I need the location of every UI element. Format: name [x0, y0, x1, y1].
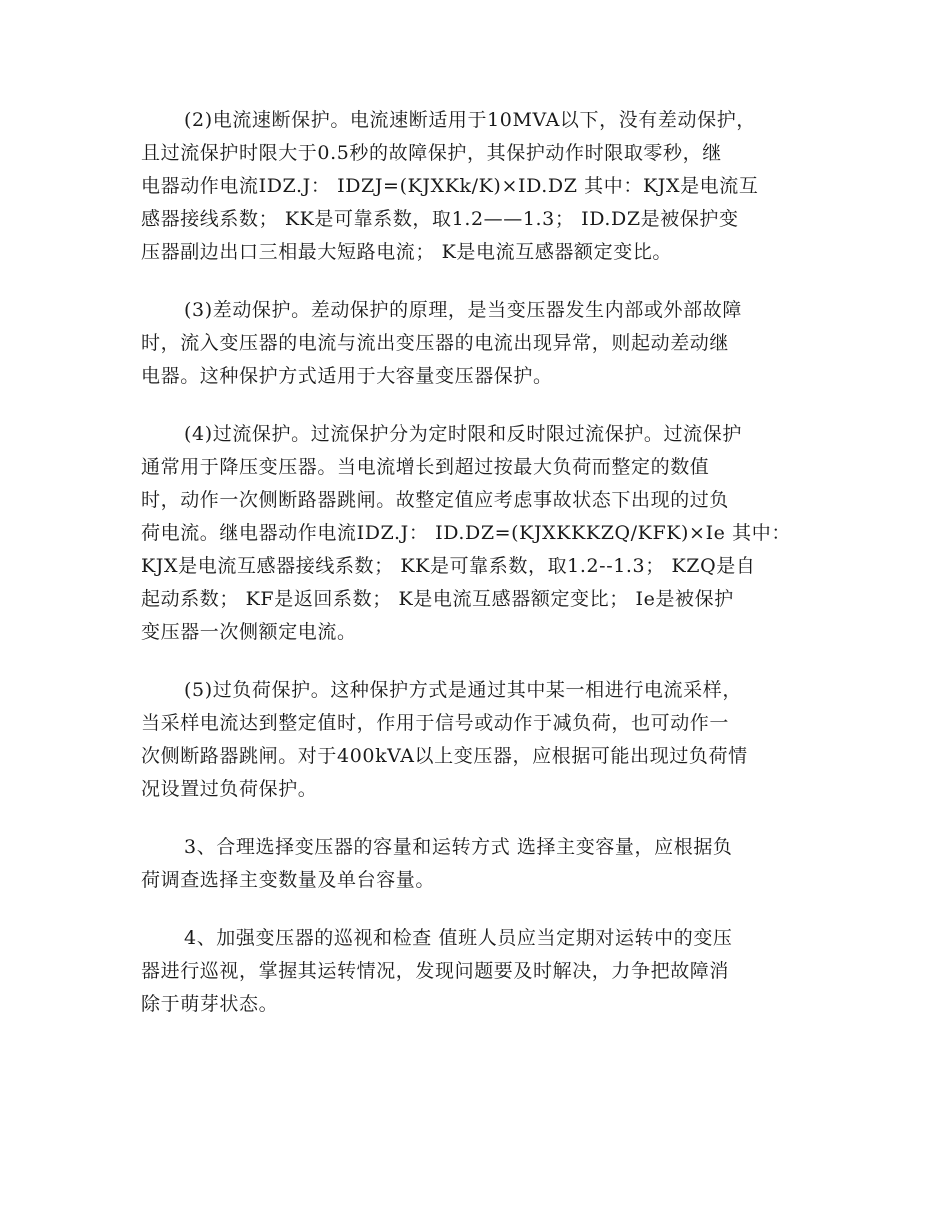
text-line: 变压器一次侧额定电流。 — [141, 621, 357, 643]
text-line: 次侧断路器跳闸。对于400kVA以上变压器，应根据可能出现过负荷情 — [141, 745, 748, 767]
text-line: (4)过流保护。过流保护分为定时限和反时限过流保护。过流保护 — [184, 423, 742, 445]
text-line: 荷调查选择主变数量及单台容量。 — [141, 869, 436, 891]
paragraph-overcurrent-protection — [141, 418, 813, 649]
paragraph-differential-protection — [141, 294, 813, 393]
text-line: 器进行巡视，掌握其运转情况，发现问题要及时解决，力争把故障消 — [141, 960, 730, 982]
text-line: 时，流入变压器的电流与流出变压器的电流出现异常，则起动差动继 — [141, 332, 730, 354]
paragraph-capacity-selection — [141, 831, 813, 897]
text-line: 压器副边出口三相最大短路电流； K是电流互感器额定变比。 — [141, 241, 673, 263]
paragraph-inspection — [141, 922, 813, 1021]
text-line: KJX是电流互感器接线系数； KK是可靠系数，取1.2--1.3； KZQ是自 — [141, 555, 756, 577]
text-line: (2)电流速断保护。电流速断适用于10MVA以下，没有差动保护， — [184, 109, 756, 131]
text-line: 当采样电流达到整定值时，作用于信号或动作于减负荷，也可动作一 — [141, 712, 730, 734]
text-line: 通常用于降压变压器。当电流增长到超过按最大负荷而整定的数值 — [141, 456, 710, 478]
text-line: 4、加强变压器的巡视和检查 值班人员应当定期对运转中的变压 — [184, 927, 733, 949]
text-line: 起动系数； KF是返回系数； K是电流互感器额定变比； Ie是被保护 — [141, 588, 734, 610]
text-line: 电器动作电流IDZ.J： IDZJ=(KJXKk/K)×ID.DZ 其中：KJX是电流互 — [141, 175, 759, 197]
text-line: 且过流保护时限大于0.5秒的故障保护，其保护动作时限取零秒，继 — [141, 142, 722, 164]
text-line: (5)过负荷保护。这种保护方式是通过其中某一相进行电流采样， — [184, 679, 742, 701]
text-line: 感器接线系数； KK是可靠系数，取1.2——1.3； ID.DZ是被保护变 — [141, 208, 739, 230]
text-line: 3、合理选择变压器的容量和运转方式 选择主变容量，应根据负 — [184, 836, 733, 858]
text-line: 时，动作一次侧断路器跳闸。故整定值应考虑事故状态下出现的过负 — [141, 489, 730, 511]
paragraph-current-quick-break-protection — [141, 104, 813, 269]
document-page — [141, 104, 813, 1046]
text-line: (3)差动保护。差动保护的原理，是当变压器发生内部或外部故障 — [184, 299, 742, 321]
paragraph-overload-protection — [141, 674, 813, 806]
text-line: 况设置过负荷保护。 — [141, 778, 318, 800]
text-line: 除于萌芽状态。 — [141, 993, 279, 1015]
text-line: 荷电流。继电器动作电流IDZ.J： ID.DZ=(KJXKKKZQ/KFK)×Ie 其中： — [141, 522, 791, 544]
text-line: 电器。这种保护方式适用于大容量变压器保护。 — [141, 365, 553, 387]
